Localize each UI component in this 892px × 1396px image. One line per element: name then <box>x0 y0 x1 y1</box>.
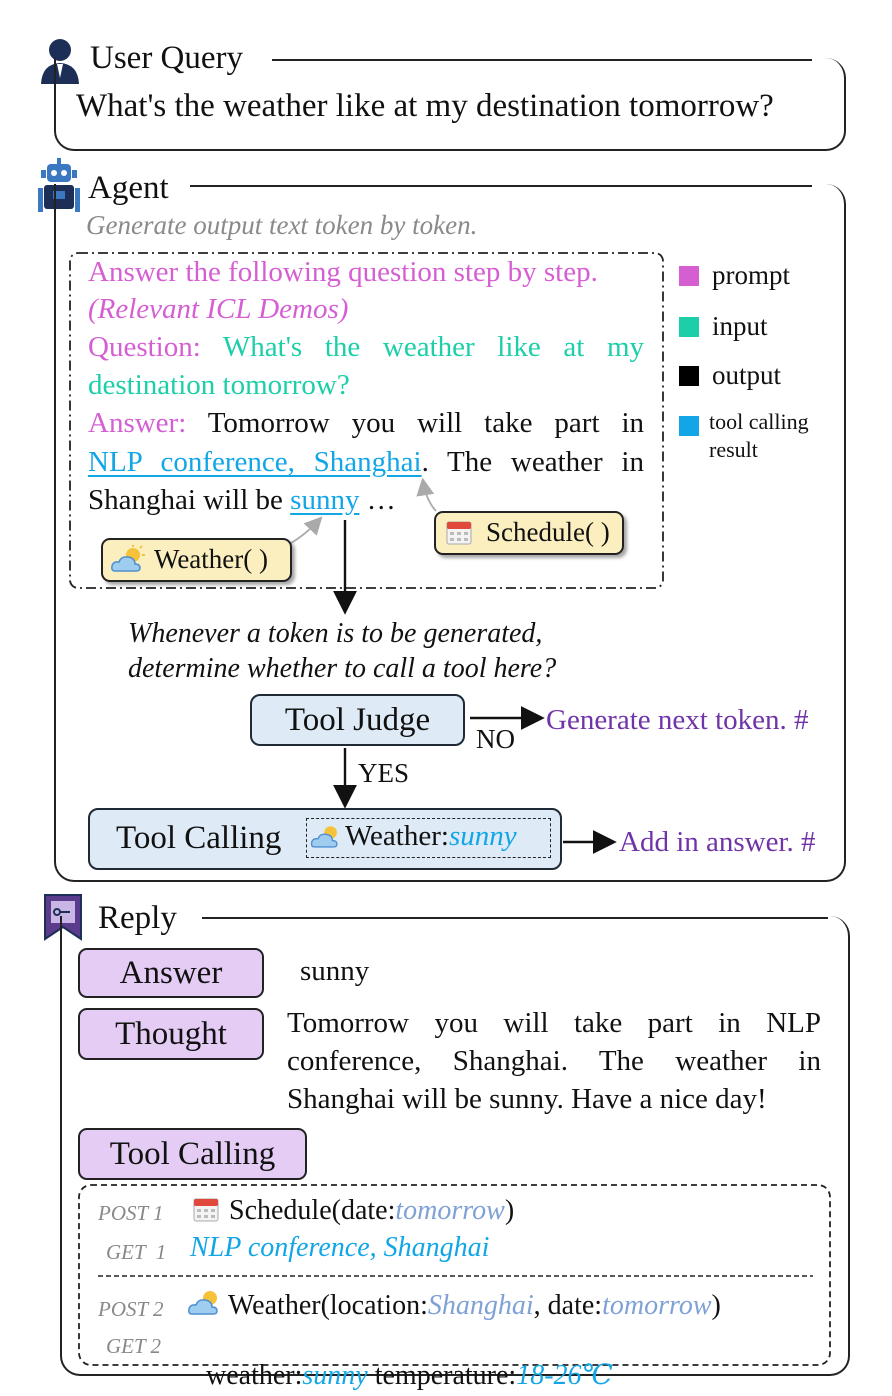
weather-icon <box>109 545 149 575</box>
weather-result: sunny <box>290 484 360 516</box>
get1-label: GET 1 <box>106 1240 167 1264</box>
legend-prompt-swatch <box>679 266 699 286</box>
weather-call-icon <box>309 823 345 851</box>
thought-tag-label: Thought <box>115 1016 227 1052</box>
answer-line-3 <box>88 484 396 517</box>
post1-calendar-icon <box>193 1196 219 1222</box>
reply-title: Reply <box>98 900 177 936</box>
answer-line-2 <box>88 446 644 479</box>
answer-tag-label: Answer <box>119 955 223 991</box>
prompt-line: Answer the following question step by step. <box>88 256 598 288</box>
question-label: Question: <box>88 331 201 363</box>
post2-sep: , date: <box>533 1290 603 1321</box>
tool-calling-box <box>88 808 562 870</box>
legend-prompt-label: prompt <box>712 260 790 290</box>
yes-label: YES <box>358 758 410 788</box>
post1-text <box>229 1195 514 1227</box>
thought-line-2: conference, Shanghai. The weather in <box>287 1045 821 1077</box>
thought-line-3: Shanghai will be sunny. Have a nice day! <box>287 1083 767 1115</box>
question-text-1: What's the weather like at my <box>222 331 644 363</box>
get2-label: GET 2 <box>106 1334 162 1358</box>
legend-tool-label-1: tool calling <box>709 409 809 434</box>
post2-close: ) <box>711 1290 721 1321</box>
answer-line-1 <box>88 407 644 440</box>
add-in-answer-label: Add in answer. # <box>619 826 816 858</box>
answer-label: Answer: <box>88 407 187 439</box>
tool-calling-tag <box>78 1128 307 1180</box>
question-text-2: destination tomorrow? <box>88 369 350 401</box>
schedule-result: NLP conference, Shanghai <box>88 446 422 478</box>
weather-call-key: Weather: <box>345 820 449 852</box>
post1-arg: tomorrow <box>395 1195 505 1226</box>
post1-label: POST 1 <box>98 1201 164 1225</box>
answer-text-1: Tomorrow you will take part in <box>207 407 645 439</box>
post2-text <box>228 1290 721 1322</box>
post2-weather-icon <box>186 1288 226 1318</box>
weather-tool-label: Weather( ) <box>154 544 268 574</box>
legend-input-swatch <box>679 317 699 337</box>
decision-line-1: Whenever a token is to be generated, <box>128 618 543 649</box>
thought-line-1: Tomorrow you will take part in NLP <box>287 1007 821 1039</box>
get2-temp-val: 18-26℃ <box>516 1360 613 1391</box>
tool-calling-tag-label: Tool Calling <box>109 1136 276 1172</box>
legend-input-label: input <box>712 311 768 341</box>
question-line-1 <box>88 331 644 364</box>
post2-arg2: tomorrow <box>602 1290 712 1321</box>
schedule-tool-label: Schedule( ) <box>486 517 610 547</box>
schedule-tool-box <box>434 511 624 555</box>
weather-call-text <box>345 820 517 853</box>
legend-tool-swatch <box>679 416 699 436</box>
get2-weather-key: weather: <box>206 1360 303 1391</box>
post1-func: Schedule(date: <box>229 1195 396 1226</box>
post2-arg1: Shanghai <box>427 1290 534 1321</box>
weather-call-inner <box>306 818 551 858</box>
answer-text-3: Shanghai will be <box>88 484 283 516</box>
thought-tag <box>78 1008 264 1060</box>
answer-value: sunny <box>300 955 370 987</box>
post2-label: POST 2 <box>98 1297 164 1321</box>
tool-calling-label: Tool Calling <box>116 820 282 856</box>
post2-func: Weather(location: <box>228 1290 428 1321</box>
answer-tag <box>78 948 264 998</box>
get2-text <box>192 1326 613 1392</box>
user-query-text: What's the weather like at my destination tomorrow? <box>76 88 774 124</box>
get2-temp-key: temperature: <box>367 1360 517 1391</box>
weather-call-value: sunny <box>448 820 517 852</box>
agent-subtitle: Generate output text token by token. <box>86 210 478 240</box>
legend-tool-label-2: result <box>709 437 758 462</box>
agent-title: Agent <box>88 170 169 206</box>
answer-text-2: . The weather in <box>421 446 644 478</box>
ellipsis: … <box>366 484 396 516</box>
weather-tool-box <box>101 538 292 582</box>
user-query-title: User Query <box>90 40 244 76</box>
get2-weather-val: sunny <box>302 1360 368 1391</box>
generate-next-label: Generate next token. # <box>546 704 809 736</box>
calendar-icon <box>446 519 472 545</box>
post1-close: ) <box>504 1195 515 1226</box>
no-label: NO <box>476 724 515 754</box>
demo-line: (Relevant ICL Demos) <box>88 293 349 325</box>
tool-judge-label: Tool Judge <box>284 702 431 738</box>
decision-line-2: determine whether to call a tool here? <box>128 653 557 684</box>
legend-output-label: output <box>712 360 782 390</box>
get1-value: NLP conference, Shanghai <box>190 1232 490 1263</box>
legend-output-swatch <box>679 366 699 386</box>
tool-judge-box <box>250 694 465 746</box>
